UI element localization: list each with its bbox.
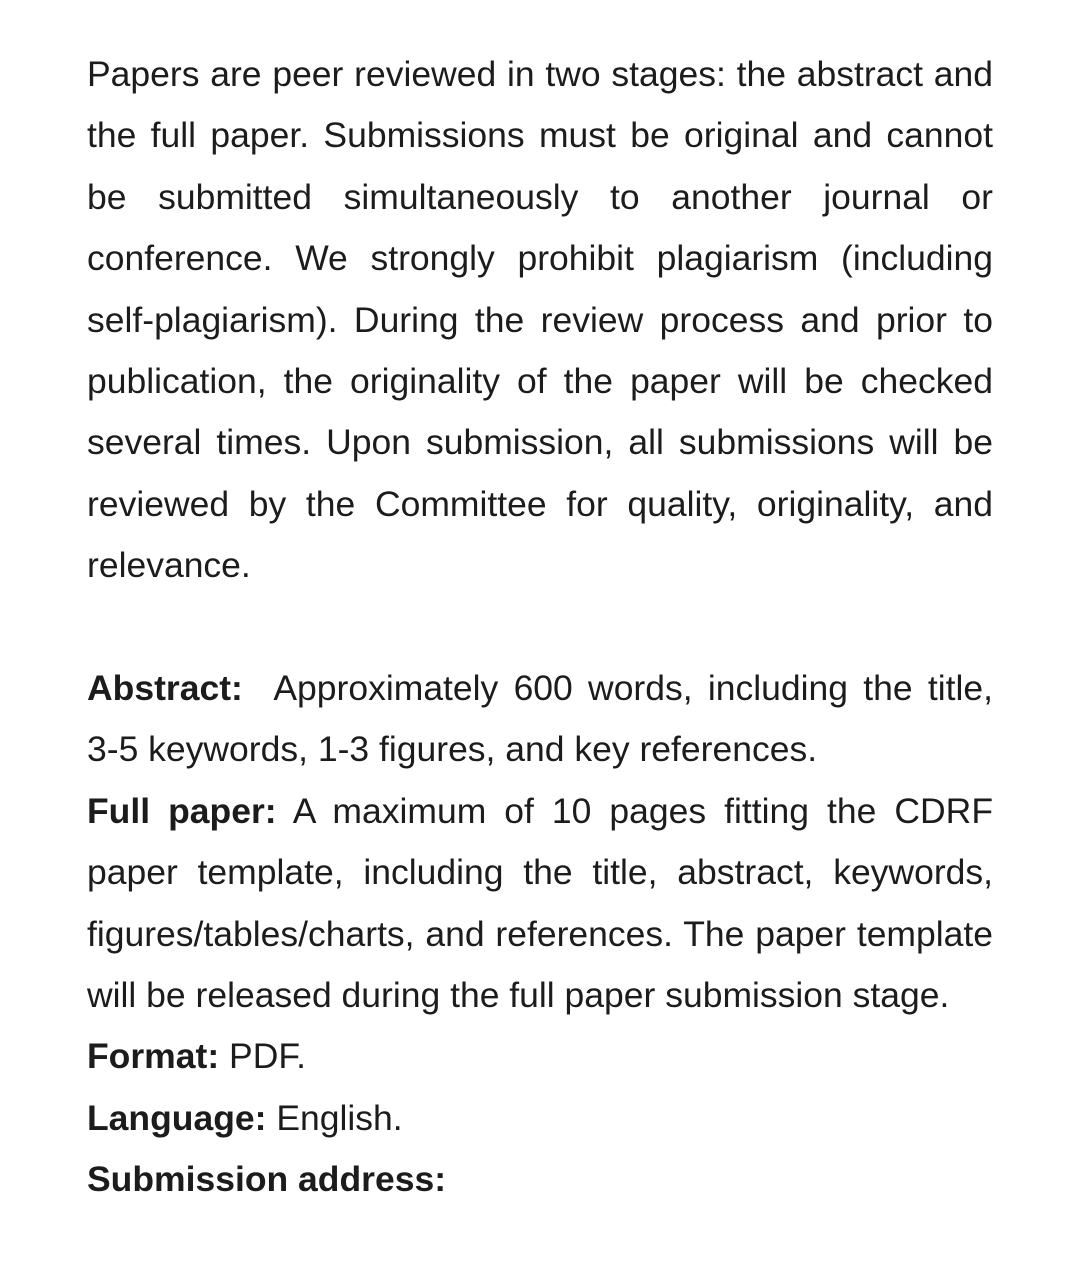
full-paper-text: A maximum of 10 pages fitting the CDRF paper template, including the title, abstract, keywords, figures/tables/charts, and references. The paper template will be released during the full paper submission stage. xyxy=(87,790,994,1016)
language-label: Language: xyxy=(87,1097,267,1138)
intro-paragraph: Papers are peer reviewed in two stages: the abstract and the full paper. Submissions must be original and cannot be submitted simultaneously to another journal or conference. We strongly prohibit plagiarism (including self-plagiarism). During the review process and prior to publication, the originality of the paper will be checked several times. Upon submission, all submissions will be reviewed by the Committee for quality, originality, and relevance. xyxy=(87,54,993,586)
format-item xyxy=(87,1026,993,1087)
language-text: English. xyxy=(276,1097,403,1138)
format-label: Format: xyxy=(87,1036,220,1077)
submission-address-item xyxy=(87,1149,993,1210)
submission-guidelines xyxy=(87,44,993,1211)
abstract-text: Approximately 600 words, including the title, 3-5 keywords, 1-3 figures, and key references. xyxy=(87,668,993,770)
abstract-label: Abstract: xyxy=(87,668,243,709)
abstract-item xyxy=(87,658,993,781)
format-text: PDF. xyxy=(229,1036,306,1077)
language-item xyxy=(87,1088,993,1149)
full-paper-item xyxy=(87,781,993,1027)
full-paper-label: Full paper: xyxy=(87,790,277,831)
submission-address-label: Submission address: xyxy=(87,1159,447,1200)
